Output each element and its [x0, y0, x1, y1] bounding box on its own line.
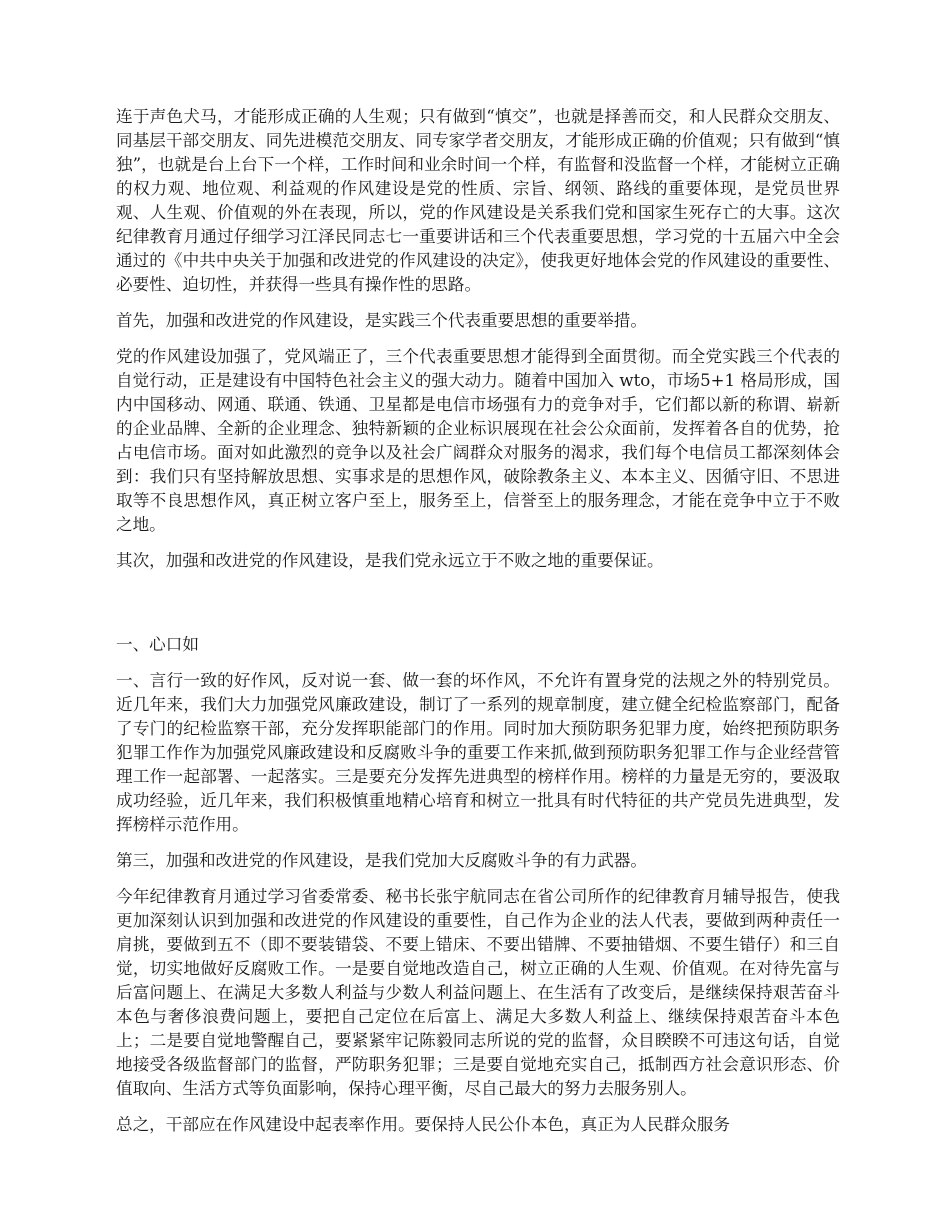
document-body	[116, 105, 840, 1149]
paragraph-telecom: 党的作风建设加强了，党风端正了，三个代表重要思想才能得到全面贯彻。而全党实践三个代表的自觉行动，正是建设有中国特色社会主义的强大动力。随着中国加入 wto，市场5+1 格局形成，国内中国移动、网通、联通、铁通、卫星都是电信市场强有力的竞争对手，它们都以新的称谓、崭新的企业品牌、全新的企业理念、独特新颖的企业标识展现在社会公众面前，发挥着各自的优势，抢占电信市场。面对如此激烈的竞争以及社会广阔群众对服务的渴求，我们每个电信员工都深刻体会到：我们只有坚持解放思想、实事求是的思想作风，破除教条主义、本本主义、因循守旧、不思进取等不良思想作风，真正树立客户至上，服务至上，信誉至上的服务理念，才能在竞争中立于不败之地。	[116, 347, 840, 534]
blank-gap	[116, 585, 840, 633]
section-heading: 一、心口如	[116, 635, 199, 654]
paragraph-third-point: 第三，加强和改进党的作风建设，是我们党加大反腐败斗争的有力武器。	[116, 851, 647, 870]
paragraph-conclusion: 总之，干部应在作风建设中起表率作用。要保持人民公仆本色，真正为人民群众服务	[116, 1115, 730, 1134]
paragraph-first-point: 首先，加强和改进党的作风建设，是实践三个代表重要思想的重要举措。	[116, 311, 647, 330]
paragraph-intro: 连于声色犬马，才能形成正确的人生观；只有做到“慎交”，也就是择善而交，和人民群众交朋友、同基层干部交朋友、同先进模范交朋友、同专家学者交朋友，才能形成正确的价值观；只有做到“慎独”，也就是台上台下一个样，工作时间和业余时间一个样，有监督和没监督一个样，才能树立正确的权力观、地位观、利益观的作风建设是党的性质、宗旨、纲领、路线的重要体现，是党员世界观、人生观、价值观的外在表现，所以，党的作风建设是关系我们党和国家生死存亡的大事。这次纪律教育月通过仔细学习江泽民同志七一重要讲话和三个代表重要思想，学习党的十五届六中全会通过的《中共中央关于加强和改进党的作风建设的决定》，使我更好地体会党的作风建设的重要性、必要性、迫切性，并获得一些具有操作性的思路。	[116, 107, 840, 294]
paragraph-second-point: 其次，加强和改进党的作风建设，是我们党永远立于不败之地的重要保证。	[116, 551, 664, 570]
paragraph-discipline-month: 今年纪律教育月通过学习省委常委、秘书长张宇航同志在省公司所作的纪律教育月辅导报告，使我更加深刻认识到加强和改进党的作风建设的重要性，自己作为企业的法人代表，要做到两种责任一肩挑，要做到五不（即不要装错袋、不要上错床、不要出错牌、不要抽错烟、不要生错仔）和三自觉，切实地做好反腐败工作。一是要自觉地改造自己，树立正确的人生观、价值观。在对待先富与后富问题上、在满足大多数人利益与少数人利益问题上、在生活有了改变后，是继续保持艰苦奋斗本色与奢侈浪费问题上，要把自己定位在后富上、满足大多数人利益上、继续保持艰苦奋斗本色上；二是要自觉地警醒自己，要紧紧牢记陈毅同志所说的党的监督，众目睽睽不可违这句话，自觉地接受各级监督部门的监督，严防职务犯罪；三是要自觉地充实自己，抵制西方社会意识形态、价值取向、生活方式等负面影响，保持心理平衡，尽自己最大的努力去服务别人。	[116, 887, 840, 1098]
paragraph-consistency: 一、言行一致的好作风，反对说一套、做一套的坏作风，不允许有置身党的法规之外的特别党员。近几年来，我们大力加强党风廉政建设，制订了一系列的规章制度，建立健全纪检监察部门，配备了专门的纪检监察干部，充分发挥职能部门的作用。同时加大预防职务犯罪力度，始终把预防职务犯罪工作作为加强党风廉政建设和反腐败斗争的重要工作来抓,做到预防职务犯罪工作与企业经营管理工作一起部署、一起落实。三是要充分发挥先进典型的榜样作用。榜样的力量是无穷的，要汲取成功经验，近几年来，我们积极慎重地精心培育和树立一批具有时代特征的共产党员先进典型，发挥榜样示范作用。	[116, 671, 840, 834]
